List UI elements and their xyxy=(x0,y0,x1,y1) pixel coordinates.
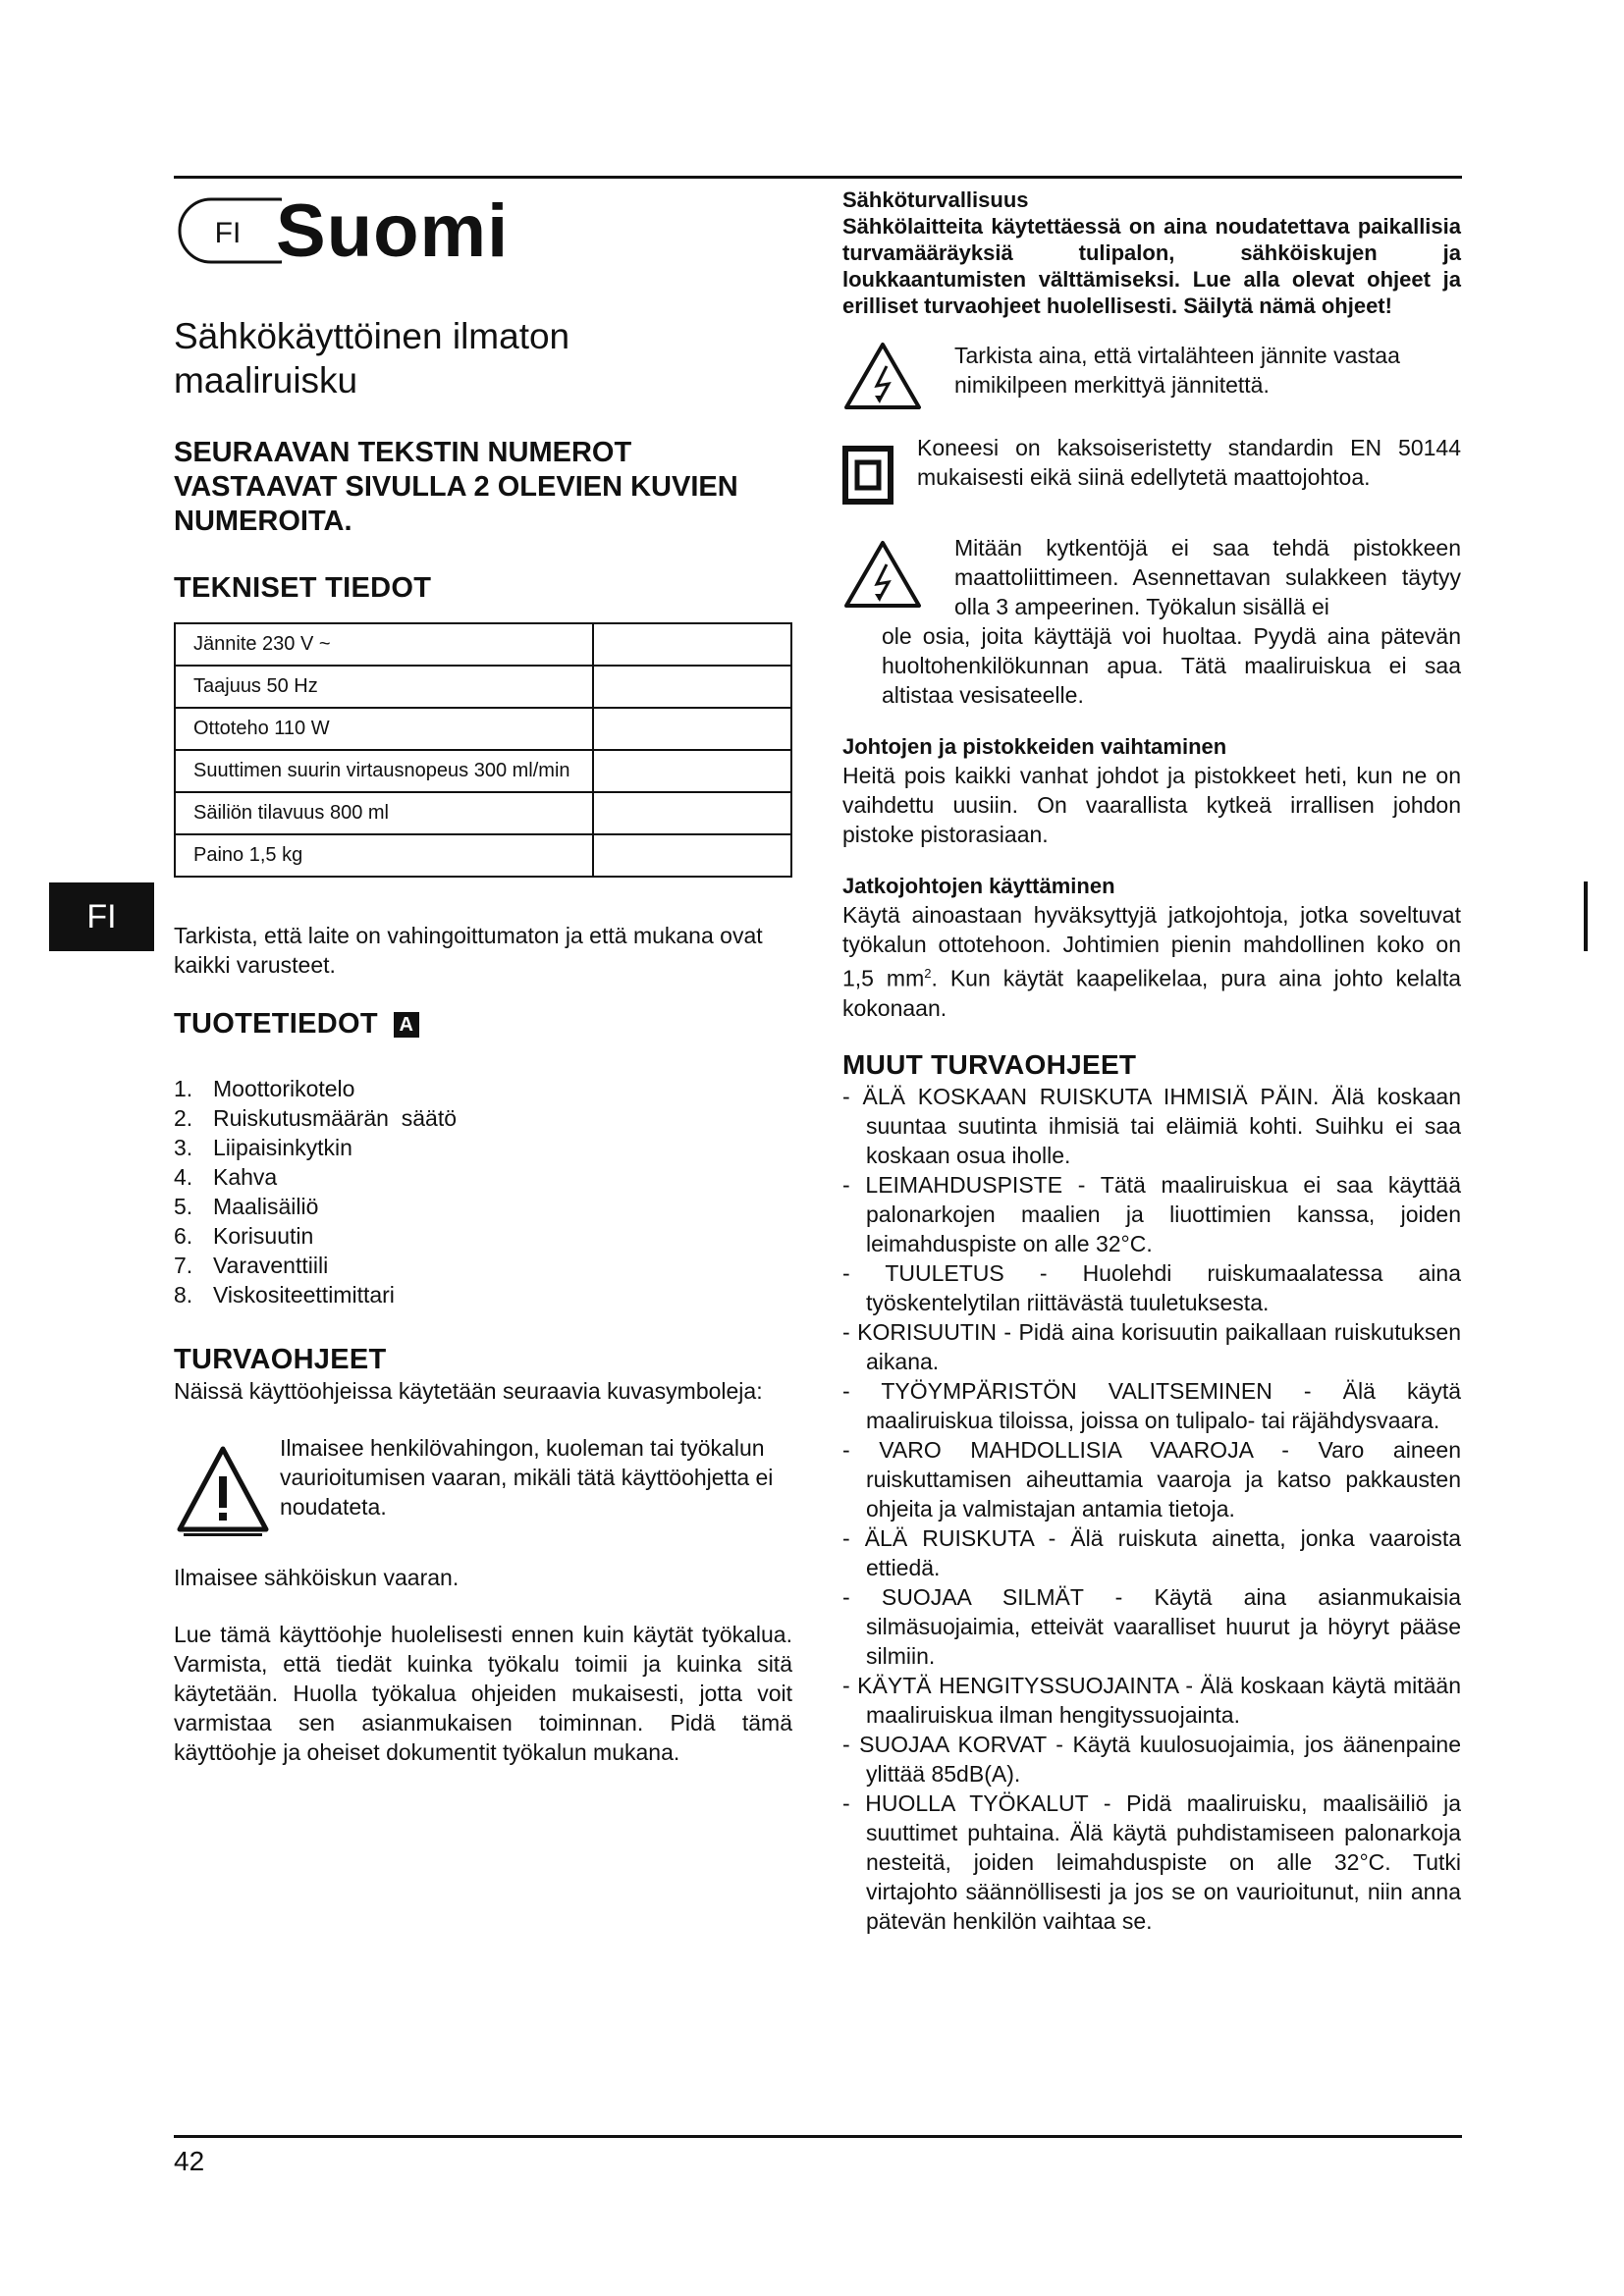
side-tab-label: FI xyxy=(86,897,117,935)
list-item xyxy=(174,1074,792,1103)
spec-value-cell xyxy=(593,834,791,877)
item-number: 7. xyxy=(174,1253,193,1278)
item-label: Korisuutin xyxy=(213,1223,314,1249)
list-item xyxy=(174,1251,792,1280)
list-item: - TUULETUS - Huolehdi ruiskumaalatessa aina työskentelytilan riittävästä tuuletuksesta. xyxy=(842,1259,1461,1315)
electric-hazard-icon xyxy=(842,539,923,612)
list-item xyxy=(174,1192,792,1221)
list-item xyxy=(174,1133,792,1162)
table-row xyxy=(175,623,791,666)
spec-value-cell xyxy=(593,750,791,792)
margin-marker xyxy=(1584,881,1588,951)
left-column xyxy=(174,187,792,1767)
item-number: 8. xyxy=(174,1282,193,1308)
check-paragraph: Tarkista, että laite on vahingoittumaton ja että mukana ovat kaikki varusteet. xyxy=(174,923,763,978)
list-item: - ÄLÄ KOSKAAN RUISKUTA IHMISIÄ PÄIN. Älä koskaan suuntaa suutinta ihmisiä tai eläimiä kohti. Suihku ei saa koskaan osua iholle. xyxy=(842,1083,1461,1168)
item-number: 4. xyxy=(174,1164,193,1190)
electrical-safety-heading: Sähköturvallisuus xyxy=(842,187,1029,212)
cord-heading: Johtojen ja pistokkeiden vaihtaminen xyxy=(842,734,1227,759)
document-title xyxy=(174,314,792,402)
item-number: 1. xyxy=(174,1076,193,1101)
superscript: 2 xyxy=(924,966,932,981)
tech-data-heading: TEKNISET TIEDOT xyxy=(174,572,432,604)
spec-cell: Jännite 230 V ~ xyxy=(175,623,593,666)
list-item: - SUOJAA SILMÄT - Käytä aina asianmukaisia silmäsuojaimia, etteivät vaaralliset huurut ja höyryt pääse silmiin. xyxy=(842,1583,1461,1669)
item-number: 3. xyxy=(174,1135,193,1160)
spec-value-cell xyxy=(593,623,791,666)
note-line: VASTAAVAT SIVULLA 2 OLEVIEN KUVIEN xyxy=(174,471,738,503)
note-line: NUMEROITA. xyxy=(174,506,352,537)
other-safety-list xyxy=(842,1082,1461,1936)
list-item xyxy=(174,1103,792,1133)
figure-a-badge: A xyxy=(394,1012,419,1038)
document-title-line1: Sähkökäyttöinen ilmaton xyxy=(174,316,570,356)
cord-paragraph: Heitä pois kaikki vanhat johdot ja pistokkeet heti, kun ne on vaihdettu uusiin. On vaarallista kytkeä irrallisen johdon pistoke pistorasiaan. xyxy=(842,763,1461,847)
spec-table xyxy=(174,622,792,878)
top-rule xyxy=(174,176,1462,179)
table-row xyxy=(175,708,791,750)
safety-intro: Näissä käyttöohjeissa käytetään seuraavia kuvasymboleja: xyxy=(174,1378,763,1404)
spec-value-cell xyxy=(593,666,791,708)
product-info-heading xyxy=(174,1007,792,1041)
extension-text-b: . Kun käytät kaapelikelaa, pura aina johto kelalta kokonaan. xyxy=(842,965,1461,1021)
spec-cell: Paino 1,5 kg xyxy=(175,834,593,877)
double-insulation-icon xyxy=(842,443,893,515)
item-label: Moottorikotelo xyxy=(213,1076,355,1101)
list-item: - SUOJAA KORVAT - Käytä kuulosuojaimia, jos äänenpaine ylittää 85dB(A). xyxy=(842,1731,1461,1787)
item-label: Viskositeettimittari xyxy=(213,1282,395,1308)
table-row xyxy=(175,834,791,877)
electrical-safety-intro: Sähkölaitteita käytettäessä on aina noudatettava paikallisia turvamääräyksiä tulipalon, sähköiskujen ja loukkaantumisten välttämiseksi. Lue alla olevat ohjeet ja erilliset turvaohjeet huolellisesti. Säilytä nämä ohjeet! xyxy=(842,214,1461,318)
page-number: 42 xyxy=(174,2146,205,2176)
item-label: Liipaisinkytkin xyxy=(213,1135,352,1160)
table-row xyxy=(175,750,791,792)
warning-symbol-text: Ilmaisee henkilövahingon, kuoleman tai työkalun vaurioitumisen vaaran, mikäli tätä käyttöohjetta ei noudateta. xyxy=(280,1435,774,1520)
right-column xyxy=(842,187,1461,1936)
spec-value-cell xyxy=(593,792,791,834)
warning-symbol-row xyxy=(174,1433,792,1541)
list-item xyxy=(174,1280,792,1309)
shock-symbol-text: Ilmaisee sähköiskun vaaran. xyxy=(174,1565,460,1590)
table-row xyxy=(175,792,791,834)
double-insulation-text: Koneesi on kaksoiseristetty standardin EN 50144 mukaisesti eikä siinä edellytetä maattojohtoa. xyxy=(917,435,1461,490)
voltage-row xyxy=(842,341,1461,413)
item-label: Ruiskutusmäärän säätö xyxy=(213,1105,458,1131)
table-row xyxy=(175,666,791,708)
bottom-rule xyxy=(174,2135,1462,2138)
other-safety-heading: MUUT TURVAOHJEET xyxy=(842,1048,1137,1080)
no-ground-text: Mitään kytkentöjä ei saa tehdä pistokkeen maattoliittimeen. Asennettavan sulakkeen täytyy olla 3 ampeerinen. Työkalun sisällä ei xyxy=(954,535,1461,619)
figure-reference-note xyxy=(174,436,792,539)
extension-heading: Jatkojohtojen käyttäminen xyxy=(842,874,1115,898)
language-badge-icon xyxy=(174,195,282,266)
extension-paragraph xyxy=(842,900,1461,1023)
item-number: 2. xyxy=(174,1105,193,1131)
note-line: SEURAAVAN TEKSTIN NUMEROT xyxy=(174,437,632,468)
list-item: - TYÖYMPÄRISTÖN VALITSEMINEN - Älä käytä maaliruiskua tiloissa, joissa on tulipalo- tai räjähdysvaara. xyxy=(842,1377,1461,1433)
language-side-tab xyxy=(49,882,154,951)
warning-triangle-icon xyxy=(174,1443,272,1541)
no-ground-row xyxy=(842,533,1461,621)
item-number: 5. xyxy=(174,1194,193,1219)
item-label: Kahva xyxy=(213,1164,278,1190)
language-code: FI xyxy=(214,217,242,249)
document-title-line2: maaliruisku xyxy=(174,360,358,400)
item-label: Varaventtiili xyxy=(213,1253,329,1278)
list-item: - HUOLLA TYÖKALUT - Pidä maaliruisku, maalisäiliö ja suuttimet puhtaina. Älä käytä puhdistamiseen palonarkoja nesteitä, joiden leimahduspiste on alle 32°C. Tutki virtajohto säännöllisesti ja jos se on vaurioitunut, niin anna pätevän henkilön vaihtaa se. xyxy=(842,1789,1461,1934)
list-item: - ÄLÄ RUISKUTA - Älä ruiskuta ainetta, jonka vaaroista ettiedä. xyxy=(842,1524,1461,1580)
list-item xyxy=(174,1221,792,1251)
language-title: Suomi xyxy=(276,188,510,273)
extension-text-a: Käytä ainoastaan hyväksyttyjä jatkojohtoja, jotka soveltuvat työkalun ottotehoon. Johtimien pienin mahdollinen koko on 1,5 mm xyxy=(842,902,1461,991)
list-item: - KORISUUTIN - Pidä aina korisuutin paikallaan ruiskutuksen aikana. xyxy=(842,1318,1461,1374)
list-item: - LEIMAHDUSPISTE - Tätä maaliruiskua ei saa käyttää palonarkojen maalien ja liuottimien kanssa, joiden leimahduspiste on alle 32°C. xyxy=(842,1171,1461,1256)
spec-value-cell xyxy=(593,708,791,750)
list-item: - KÄYTÄ HENGITYSSUOJAINTA - Älä koskaan käytä mitään maaliruiskua ilman hengityssuojainta. xyxy=(842,1672,1461,1728)
list-item: - VARO MAHDOLLISIA VAAROJA - Varo aineen ruiskuttamisen aiheuttamia vaaroja ja katso pakkausten ohjeita ja valmistajan antamia tietoja. xyxy=(842,1436,1461,1522)
parts-list xyxy=(174,1074,792,1309)
language-header xyxy=(174,187,792,275)
read-manual-paragraph: Lue tämä käyttöohje huolelisesti ennen kuin käytät työkalua. Varmista, että tiedät kuinka työkalu toimii ja kuinka sitä käytetään. Huolla työkalua ohjeiden mukaisesti, jotta voit varmistaa sen asianmukaisen toiminnan. Pidä tämä käyttöohje ja oheiset dokumentit työkalun mukana. xyxy=(174,1622,792,1765)
spec-cell: Taajuus 50 Hz xyxy=(175,666,593,708)
double-insulation-row xyxy=(842,433,1461,515)
no-ground-text-continued: ole osia, joita käyttäjä voi huoltaa. Pyydä aina pätevän huoltohenkilökunnan apua. Tätä maaliruiskua ei saa altistaa vesisateelle. xyxy=(882,623,1461,708)
spec-cell: Ottoteho 110 W xyxy=(175,708,593,750)
electric-hazard-icon xyxy=(842,341,923,413)
spec-cell: Säiliön tilavuus 800 ml xyxy=(175,792,593,834)
item-label: Maalisäiliö xyxy=(213,1194,319,1219)
safety-heading: TURVAOHJEET xyxy=(174,1344,387,1375)
product-info-title: TUOTETIEDOT xyxy=(174,1008,378,1040)
list-item xyxy=(174,1162,792,1192)
spec-cell: Suuttimen suurin virtausnopeus 300 ml/min xyxy=(175,750,593,792)
voltage-text: Tarkista aina, että virtalähteen jännite vastaa nimikilpeen merkittyä jännitettä. xyxy=(954,343,1400,398)
item-number: 6. xyxy=(174,1223,193,1249)
